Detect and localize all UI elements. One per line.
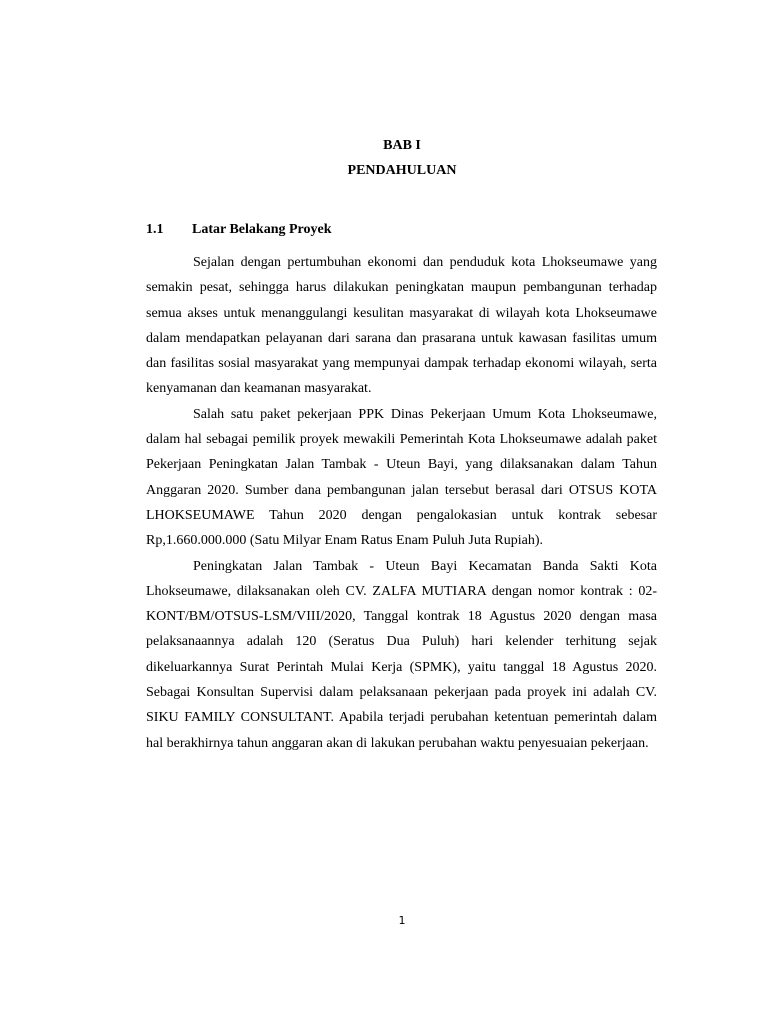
paragraph: Peningkatan Jalan Tambak - Uteun Bayi Kecamatan Banda Sakti Kota Lhokseumawe, dilaksanakan oleh CV. ZALFA MUTIARA dengan nomor kontrak : 02-KONT/BM/OTSUS-LSM/VIII/2020, Tanggal kontrak 18 Agustus 2020 dengan masa pelaksanaannya adalah 120 (Seratus Dua Puluh) hari kelender terhitung sejak dikeluarkannya Surat Perintah Mulai Kerja (SPMK), yaitu tanggal 18 Agustus 2020. Sebagai Konsultan Supervisi dalam pelaksanaan pekerjaan pada proyek ini adalah CV. SIKU FAMILY CONSULTANT. Apabila terjadi perubahan ketentuan pemerintah dalam hal berakhirnya tahun anggaran akan di lakukan perubahan waktu penyesuaian pekerjaan. xyxy=(146,558,657,751)
body-text xyxy=(146,250,657,756)
section-number: 1.1 xyxy=(146,222,164,237)
chapter-number: BAB I xyxy=(383,138,421,153)
section-title: Latar Belakang Proyek xyxy=(192,222,332,237)
paragraph: Salah satu paket pekerjaan PPK Dinas Pekerjaan Umum Kota Lhokseumawe, dalam hal sebagai pemilik proyek mewakili Pemerintah Kota Lhokseumawe adalah paket Pekerjaan Peningkatan Jalan Tambak - Uteun Bayi, yang dilaksanakan dalam Tahun Anggaran 2020. Sumber dana pembangunan jalan tersebut berasal dari OTSUS KOTA LHOKSEUMAWE Tahun 2020 dengan pengalokasian untuk kontrak sebesar Rp,1.660.000.000 (Satu Milyar Enam Ratus Enam Puluh Juta Rupiah). xyxy=(146,406,657,549)
page-number: 1 xyxy=(398,914,406,927)
chapter-title: PENDAHULUAN xyxy=(347,163,457,178)
section-heading xyxy=(146,220,332,240)
paragraph: Sejalan dengan pertumbuhan ekonomi dan penduduk kota Lhokseumawe yang semakin pesat, sehingga harus dilakukan peningkatan maupun pembangunan terhadap semua akses untuk menanggulangi kesulitan masyarakat di wilayah kota Lhokseumawe dalam mendapatkan pelayanan dari sarana dan prasarana untuk kawasan fasilitas umum dan fasilitas sosial masyarakat yang mempunyai dampak terhadap ekonomi wilayah, serta kenyamanan dan keamanan masyarakat. xyxy=(146,255,657,397)
